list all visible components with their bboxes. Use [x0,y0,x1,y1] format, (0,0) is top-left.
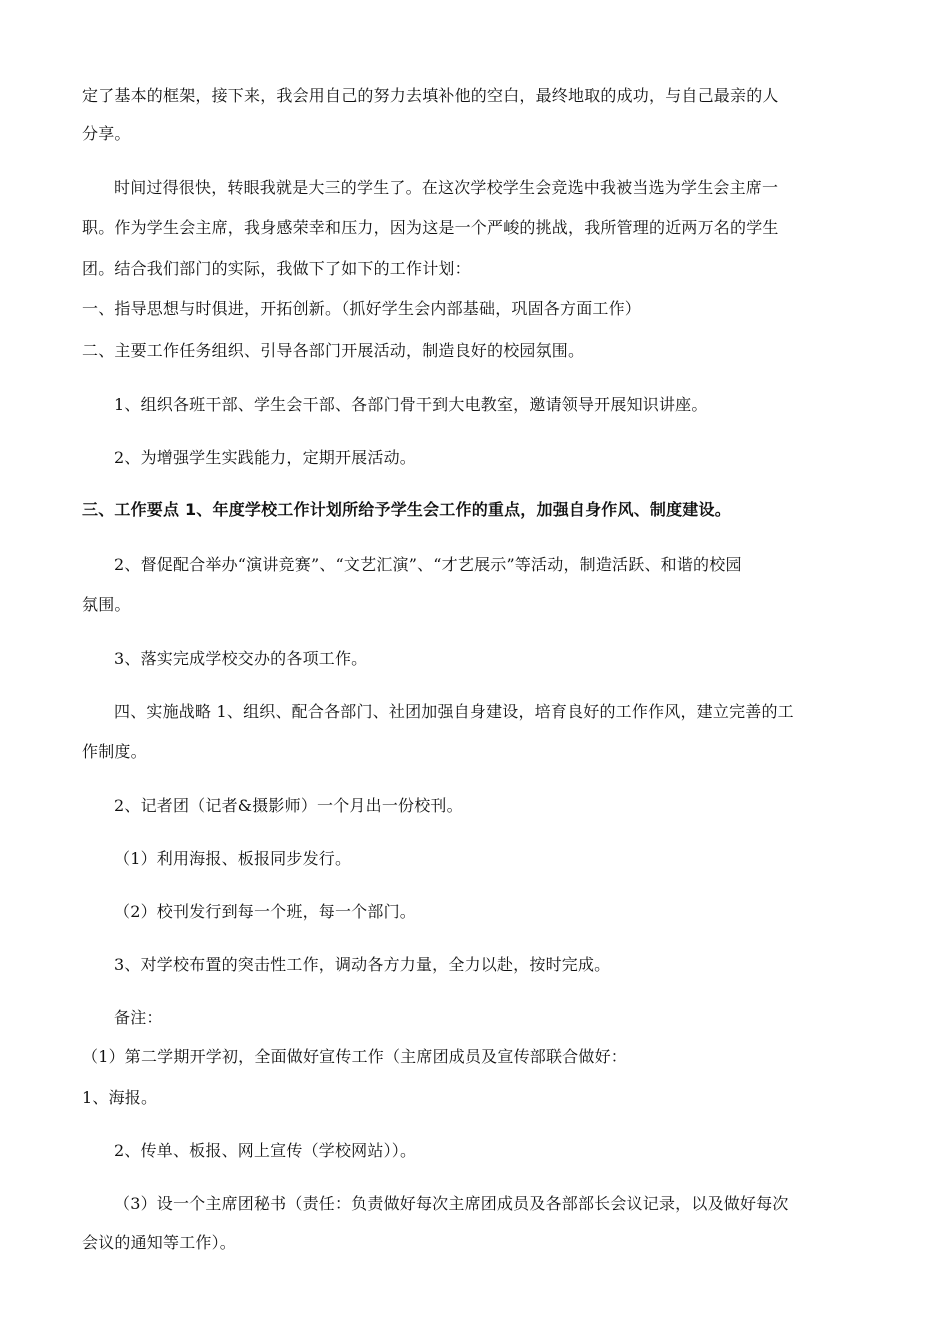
text-line: 1、海报。 [82,1088,158,1107]
text-line: 定了基本的框架，接下来，我会用自己的努力去填补他的空白，最终地取的成功，与自己最亲的人 [82,86,779,105]
text-line: （1）第二学期开学初，全面做好宣传工作（主席团成员及宣传部联合做好： [82,1047,627,1066]
text-line: （3）设一个主席团秘书（责任：负责做好每次主席团成员及各部部长会议记录，以及做好每次 [114,1194,789,1213]
text-line: 2、为增强学生实践能力，定期开展活动。 [114,448,416,467]
text-line: 分享。 [82,124,131,143]
text-line: 二、主要工作任务组织、引导各部门开展活动，制造良好的校园氛围。 [82,341,585,360]
text-line: 团。结合我们部门的实际，我做下了如下的工作计划： [82,259,471,278]
text-line: 会议的通知等工作）。 [82,1233,237,1252]
text-line: 2、记者团（记者&摄影师）一个月出一份校刊。 [114,796,463,815]
text-line: （1）利用海报、板报同步发行。 [114,849,352,868]
text-line: 3、对学校布置的突击性工作，调动各方力量，全力以赴，按时完成。 [114,955,611,974]
text-line: 2、督促配合举办“演讲竞赛”、“文艺汇演”、“才艺展示”等活动，制造活跃、和谐的校园 [114,555,742,574]
text-line: （2）校刊发行到每一个班，每一个部门。 [114,902,416,921]
text-line: 2、传单、板报、网上宣传（学校网站））。 [114,1141,417,1160]
text-line: 四、实施战略 1、组织、配合各部门、社团加强自身建设，培育良好的工作作风，建立完善的工 [114,702,794,721]
text-line: 3、落实完成学校交办的各项工作。 [114,649,368,668]
text-line: 一、指导思想与时俱进，开拓创新。（抓好学生会内部基础，巩固各方面工作） [82,299,642,318]
text-line: 备注： [114,1008,163,1027]
text-line: 作制度。 [82,742,147,761]
text-line: 职。作为学生会主席，我身感荣幸和压力，因为这是一个严峻的挑战，我所管理的近两万名的学生 [82,218,779,237]
text-line: 时间过得很快，转眼我就是大三的学生了。在这次学校学生会竞选中我被当选为学生会主席一 [114,178,779,197]
text-line: 1、组织各班干部、学生会干部、各部门骨干到大电教室，邀请领导开展知识讲座。 [114,395,708,414]
text-line: 氛围。 [82,595,131,614]
section-heading: 三、工作要点 1、年度学校工作计划所给予学生会工作的重点，加强自身作风、制度建设。 [82,500,731,519]
